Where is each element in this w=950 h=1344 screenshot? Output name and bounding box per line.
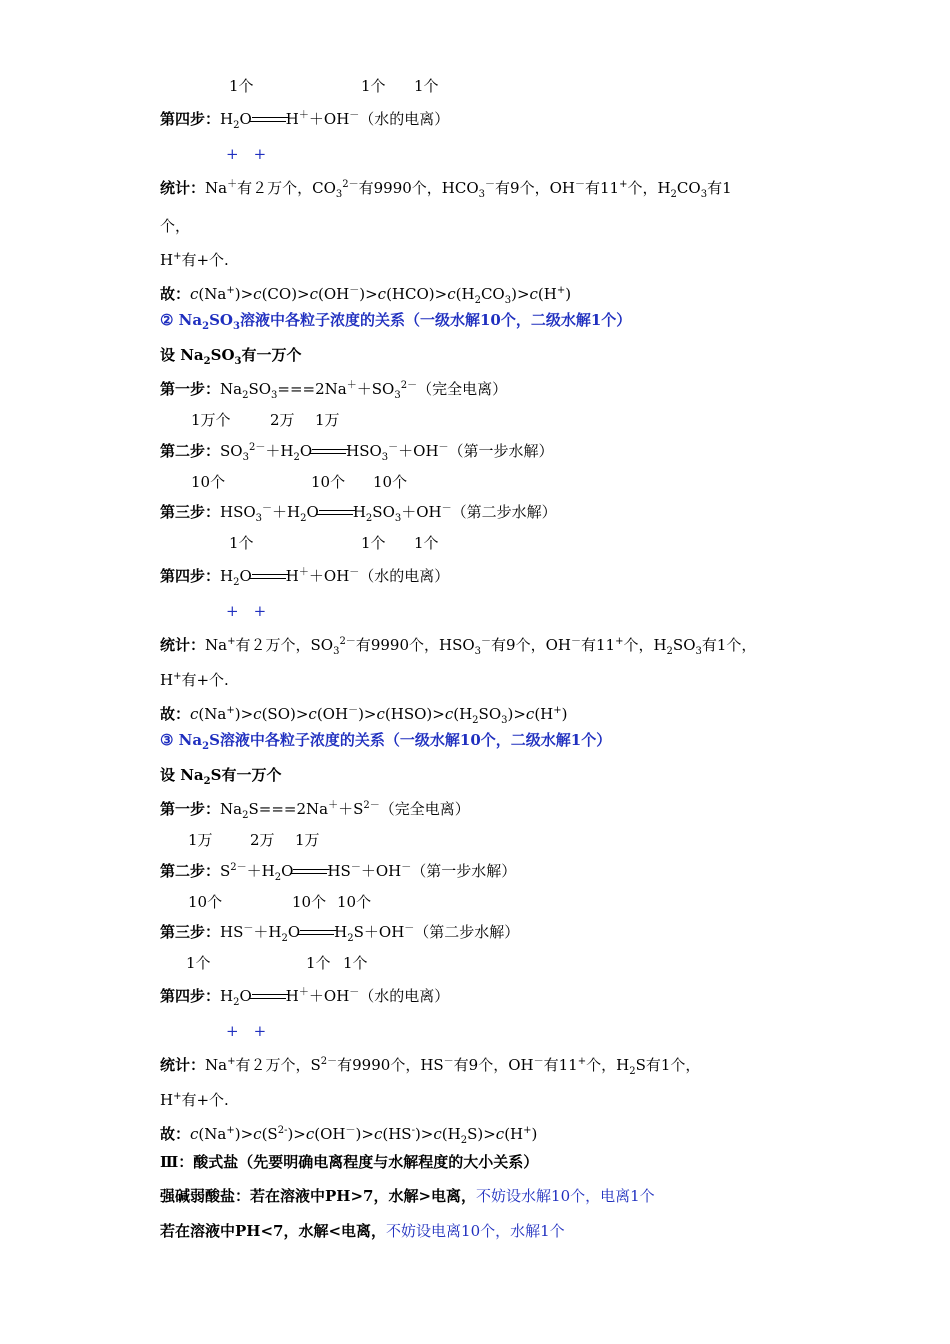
conclusion-line: 故：$c(Na^+)>c(CO)>c(OH^-)>c(HCO)>c(H_2CO_3)>c(H^+)$	[160, 285, 572, 306]
step2-line: 第二步：$S^{2-}+H_2O$ HS－＋OH－（第一步水解）	[160, 862, 517, 883]
hplus-line: H+有+个.	[160, 1091, 229, 1109]
conclusion-line: 故：$c(Na^+)>c(S^{2-})>c(OH^-)>c(HS^-)>c(H_2S)>c(H^+)$	[160, 1125, 538, 1146]
equilibrium-arrow-icon	[293, 866, 327, 878]
count-3: 1个	[414, 77, 439, 95]
count-1: 1万个	[191, 411, 231, 429]
count-1: 10个	[188, 893, 223, 911]
step-label: 第四步：	[160, 110, 221, 128]
equilibrium-arrow-icon	[312, 446, 346, 458]
step3-line: 第三步：$HSO_3^-+H_2O$ $H_2SO_3+OH^-$（第二步水解）	[160, 503, 557, 524]
count-3: 10个	[337, 893, 372, 911]
step-note: （水的电离）	[359, 110, 450, 128]
conclusion-line: 故：$c(Na^+)>c(SO)>c(OH^-)>c(HSO)>c(H_2SO_3)>c(H^+)$	[160, 705, 568, 726]
step3-line: 第三步：$HS^-+H_2O$ $H_2S+OH^-$（第二步水解）	[160, 923, 520, 944]
count-2: 2万	[270, 411, 295, 429]
equilibrium-arrow-icon	[300, 927, 334, 939]
stats-line: 统计：Na＋有２万个，$CO_3^{2-}$有9990个，$HCO_3^-$有9个，OH－有11+个，$H_2CO_3$有1	[160, 179, 732, 200]
count-2: 1个	[361, 77, 386, 95]
assume-line: 设 $Na_2S$有一万个	[160, 766, 282, 787]
count-1: 1个	[229, 534, 254, 552]
stats-line: 统计：Na+有２万个，$SO_3^{2-}$有9990个，$HSO_3^-$有9个，OH－有11+个，$H_2SO_3$有1个，	[160, 636, 757, 657]
section-header-na2s: ③ $Na_2S$溶液中各粒子浓度的关系（一级水解10个，二级水解1个）	[160, 731, 612, 752]
count-2: 1个	[361, 534, 386, 552]
count-2: 10个	[292, 893, 327, 911]
acid-salt-line-1: 强碱弱酸盐：若在溶液中PH>7，水解>电离，不妨设水解10个，电离1个	[160, 1187, 655, 1205]
step4-line: 第四步：$H_2O$ H＋＋OH－（水的电离）	[160, 567, 450, 588]
step1-line: 第一步：$Na_2SO_3===2Na^++SO_3^{2-}$（完全电离）	[160, 380, 508, 401]
plus-line: + +	[226, 145, 267, 163]
step4-line: 第四步：$H_2O$ H＋＋OH－（水的电离）	[160, 110, 450, 131]
plus-line: + +	[226, 602, 267, 620]
count-3: 1万	[295, 831, 320, 849]
count-3: 1个	[414, 534, 439, 552]
count-3: 10个	[373, 473, 408, 491]
acid-salt-line-2: 若在溶液中PH<7，水解<电离，不妨设电离10个，水解1个	[160, 1222, 565, 1240]
count-3: 1万	[315, 411, 340, 429]
hplus-line: H+有+个.	[160, 251, 229, 269]
count-1: 1个	[229, 77, 254, 95]
assume-line: 设 $Na_2SO_3$有一万个	[160, 346, 302, 367]
plus-line: + +	[226, 1022, 267, 1040]
step2-line: 第二步：$SO_3^{2-}+H_2O$ $HSO_3^-+OH^-$（第一步水解）	[160, 442, 554, 463]
stats-continued: 个，	[160, 217, 191, 235]
stats-line: 统计：Na+有２万个，$S^{2-}$有9990个，HS－有9个，OH－有11+个，$H_2S$有1个，	[160, 1056, 701, 1077]
step1-line: 第一步：$Na_2S===2Na^++S^{2-}$（完全电离）	[160, 800, 470, 821]
hplus-line: H+有+个.	[160, 671, 229, 689]
count-1: 1万	[188, 831, 213, 849]
section-title-acid-salt: Ⅲ：酸式盐（先要明确电离程度与水解程度的大小关系）	[160, 1153, 539, 1171]
equilibrium-arrow-icon	[319, 507, 353, 519]
count-2: 1个	[306, 954, 331, 972]
count-3: 1个	[343, 954, 368, 972]
count-1: 10个	[191, 473, 226, 491]
count-2: 2万	[250, 831, 275, 849]
step4-line: 第四步：$H_2O$ H＋＋OH－（水的电离）	[160, 987, 450, 1008]
count-1: 1个	[186, 954, 211, 972]
equilibrium-arrow-icon	[252, 114, 286, 126]
section-header-na2so3: ② $Na_2SO_3$溶液中各粒子浓度的关系（一级水解10个，二级水解1个）	[160, 311, 632, 332]
equilibrium-arrow-icon	[252, 991, 286, 1003]
equilibrium-arrow-icon	[252, 571, 286, 583]
count-2: 10个	[311, 473, 346, 491]
